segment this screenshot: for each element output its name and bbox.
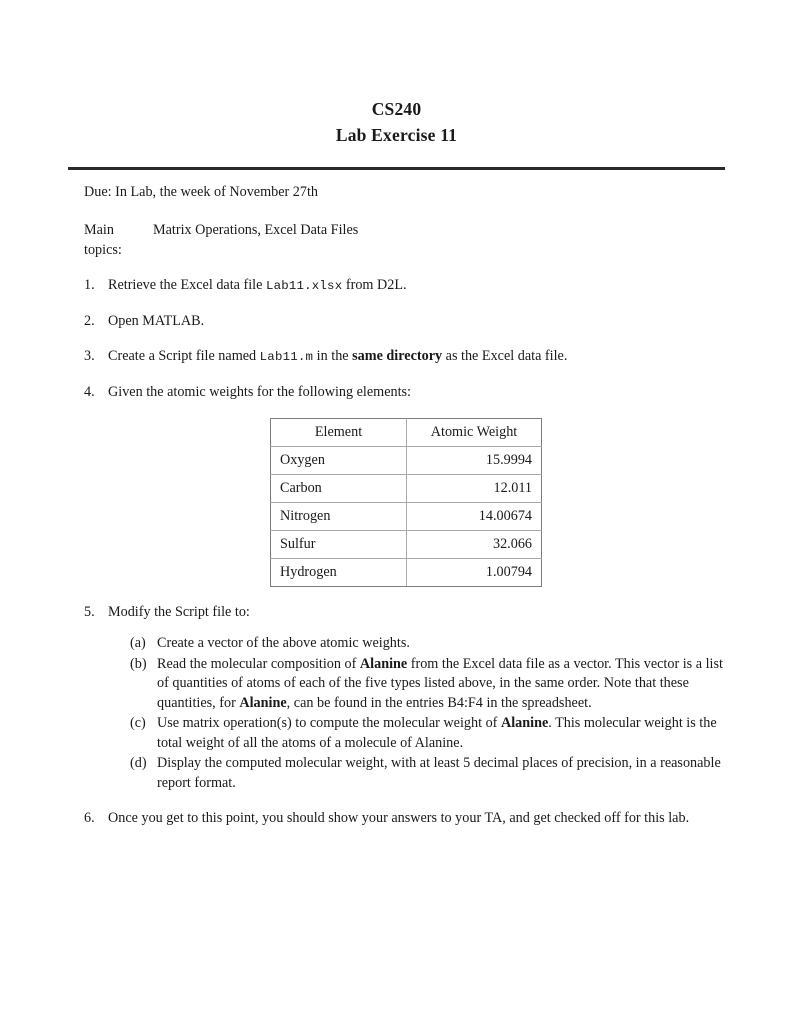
- table-header-row: [271, 419, 542, 447]
- main-topics-label: Main topics:: [84, 222, 122, 258]
- step-5-text-0: Modify the Script file to:: [108, 604, 250, 620]
- main-topics-value: Matrix Operations, Excel Data Files: [153, 222, 359, 238]
- step-item-2: [84, 311, 725, 331]
- header-divider-rule: [68, 167, 725, 170]
- step-1-text-2: from D2L.: [342, 277, 407, 293]
- step-marker-4: 4.: [84, 384, 95, 400]
- substep-body-a: [157, 635, 410, 651]
- document-title: [68, 96, 725, 148]
- substep-body-d: [157, 755, 721, 791]
- title-line-exercise: Lab Exercise 11: [335, 125, 458, 145]
- main-topics-line: [84, 220, 725, 260]
- instruction-step-list: [84, 275, 725, 828]
- table-cell-atomic-weight: 15.9994: [407, 447, 542, 475]
- step-4-text-0: Given the atomic weights for the following elements:: [108, 384, 411, 400]
- substep-item-b: [130, 655, 725, 714]
- step-marker-1: 1.: [84, 277, 95, 293]
- substep-list: [108, 634, 725, 793]
- step-body-6: [108, 810, 689, 826]
- table-cell-atomic-weight: 14.00674: [407, 503, 542, 531]
- table-cell-atomic-weight: 12.011: [407, 475, 542, 503]
- table-cell-atomic-weight: 32.066: [407, 531, 542, 559]
- step-3-text-0: Create a Script file named: [108, 348, 260, 364]
- step-body-2: [108, 313, 204, 329]
- substep-c-text-0: Use matrix operation(s) to compute the molecular weight of: [157, 715, 501, 731]
- step-3-text-2: in the: [313, 348, 353, 364]
- substep-marker-c: (c): [130, 715, 146, 731]
- atomic-weight-table: [270, 418, 542, 587]
- table-cell-element-name: Sulfur: [271, 531, 407, 559]
- substep-c-emphasis-1: Alanine: [500, 715, 549, 731]
- table-cell-element-name: Nitrogen: [271, 503, 407, 531]
- step-marker-2: 2.: [84, 313, 95, 329]
- step-3-emphasis-3: same directory: [352, 348, 443, 364]
- substep-a-text-0: Create a vector of the above atomic weights.: [157, 635, 410, 651]
- title-line-course: CS240: [371, 99, 422, 119]
- table-row: [271, 503, 542, 531]
- table-row: [271, 531, 542, 559]
- step-3-code-1: Lab11.m: [259, 350, 314, 364]
- document-body: [84, 180, 725, 828]
- step-item-1: [84, 275, 725, 296]
- step-body-1: [108, 277, 407, 293]
- step-marker-3: 3.: [84, 348, 95, 364]
- step-item-3: [84, 346, 725, 367]
- substep-b-text-2: from the Excel data file as a vector. This vector is a list of quantities of atoms of each of the five types listed above, in the same order. Note that these quantities, for: [157, 655, 723, 711]
- table-header-atomic-weight: Atomic Weight: [407, 419, 542, 447]
- step-item-5: [84, 602, 725, 793]
- substep-body-b: [157, 656, 723, 711]
- table-row: [271, 559, 542, 587]
- substep-marker-a: (a): [130, 635, 146, 651]
- step-3-text-4: as the Excel data file.: [442, 348, 568, 364]
- substep-marker-d: (d): [130, 755, 147, 771]
- table-cell-element-name: Hydrogen: [271, 559, 407, 587]
- step-marker-6: 6.: [84, 810, 95, 826]
- step-body-5: [108, 604, 250, 620]
- substep-item-c: [130, 714, 725, 753]
- step-marker-5: 5.: [84, 604, 95, 620]
- table-cell-atomic-weight: 1.00794: [407, 559, 542, 587]
- atomic-weight-table-wrapper: [108, 418, 725, 587]
- substep-item-a: [130, 634, 725, 654]
- step-item-6: [84, 808, 725, 828]
- substep-item-d: [130, 754, 725, 793]
- table-row: [271, 447, 542, 475]
- step-item-4: [84, 382, 725, 587]
- step-2-text-0: Open MATLAB.: [108, 313, 205, 329]
- step-body-3: [108, 348, 567, 364]
- substep-d-text-0: Display the computed molecular weight, with at least 5 decimal places of precision, in a reasonable report format.: [157, 755, 721, 791]
- step-body-4: [108, 384, 411, 400]
- step-1-text-0: Retrieve the Excel data file: [108, 277, 266, 293]
- substep-b-emphasis-3: Alanine: [239, 694, 287, 711]
- step-6-text-0: Once you get to this point, you should show your answers to your TA, and get checked off for this lab.: [108, 810, 690, 826]
- due-line: Due: In Lab, the week of November 27th: [84, 184, 319, 200]
- step-1-code-1: Lab11.xlsx: [265, 279, 343, 293]
- substep-body-c: [157, 715, 717, 751]
- substep-b-text-0: Read the molecular composition of: [157, 655, 360, 672]
- substep-c-text-2: . This molecular weight is the total weight of all the atoms of a molecule of Alanine.: [157, 715, 717, 751]
- table-cell-element-name: Oxygen: [271, 447, 407, 475]
- table-cell-element-name: Carbon: [271, 475, 407, 503]
- substep-marker-b: (b): [130, 655, 147, 672]
- substep-b-emphasis-1: Alanine: [359, 655, 408, 672]
- substep-b-text-4: , can be found in the entries B4:F4 in the spreadsheet.: [286, 694, 592, 711]
- table-row: [271, 475, 542, 503]
- table-header-element: Element: [271, 419, 407, 447]
